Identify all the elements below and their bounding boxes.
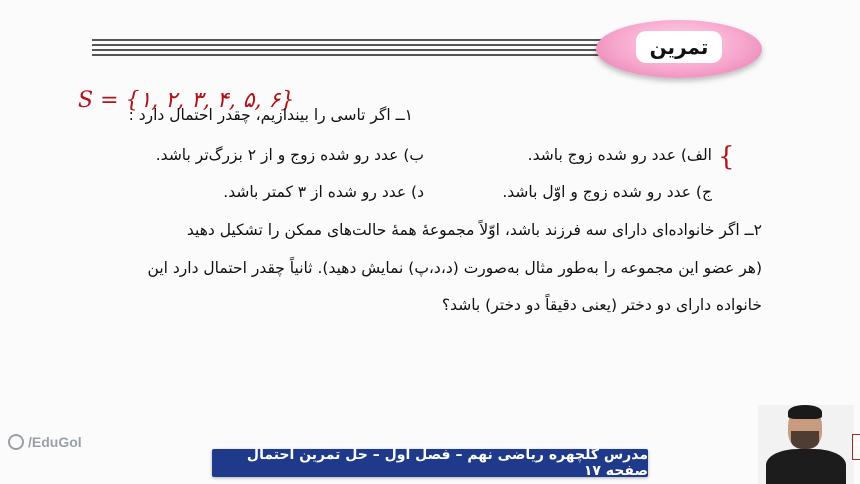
edugol-logo-icon xyxy=(8,434,24,450)
question-2-line-1: ۲ــ اگر خانواده‌ای دارای سه فرزند باشد، اوّلاً مجموعهٔ همهٔ حالت‌های ممکن را تشکیل دهید xyxy=(186,221,762,239)
question-1-a: الف) عدد رو شده زوج باشد. xyxy=(527,146,712,164)
handwritten-brace: { xyxy=(718,142,735,172)
question-2-line-2: (هر عضو این مجموعه را به‌طور مثال به‌صورت (د،د،پ) نمایش دهید). ثانیاً چقدر احتمال دارد این xyxy=(147,259,762,277)
presenter-beard xyxy=(791,431,819,449)
question-2-line-3: خانواده دارای دو دختر (یعنی دقیقاً دو دختر) باشد؟ xyxy=(441,296,762,314)
presenter-video xyxy=(758,405,854,484)
page-title: تمرین xyxy=(649,35,709,59)
presenter-hair xyxy=(788,405,822,419)
lesson-caption-text: مدرس گلچهره ریاضی نهم – فصل اول – حل تمرین احتمال صفحه ۱۷ xyxy=(246,447,648,479)
question-1-d: د) عدد رو شده از ۳ کمتر باشد. xyxy=(223,183,424,201)
edugol-watermark xyxy=(8,434,82,450)
lesson-caption-bar xyxy=(212,449,648,477)
question-1-intro: ۱ــ اگر تاسی را بیندازیم، چقدر احتمال دارد : xyxy=(128,106,413,124)
question-1-b: ب) عدد رو شده زوج و از ۲ بزرگ‌تر باشد. xyxy=(155,146,424,164)
watermark-text: /EduGol xyxy=(28,434,82,450)
header-rule-lines xyxy=(92,39,612,61)
edge-frame-fragment xyxy=(852,434,860,460)
question-1-c: ج) عدد رو شده زوج و اوّل باشد. xyxy=(502,183,712,201)
handwritten-sample-space: S = {۱, ۲, ۳, ۴, ۵, ۶} xyxy=(78,88,295,113)
presenter-body xyxy=(766,449,846,484)
title-badge-label xyxy=(636,31,722,63)
